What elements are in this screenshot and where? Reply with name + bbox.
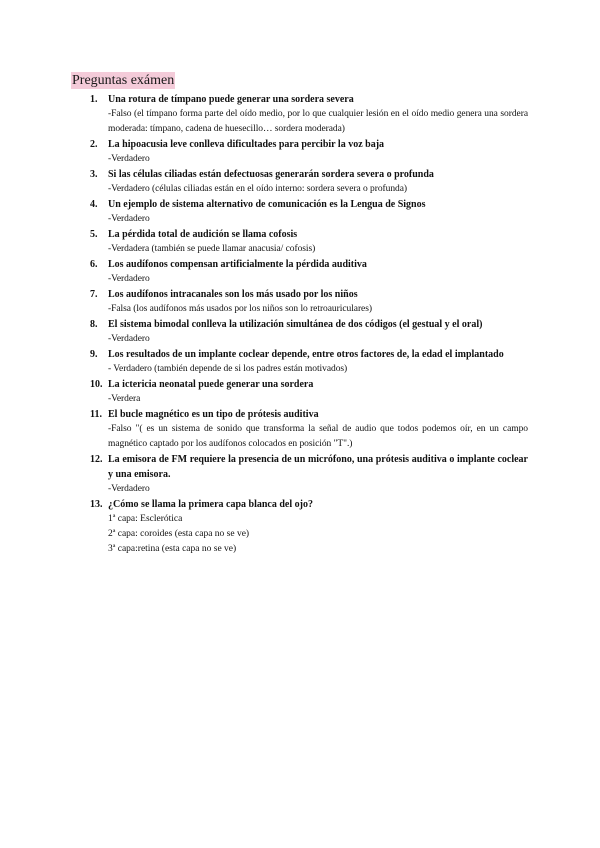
question-item <box>90 257 528 287</box>
question-item <box>90 92 528 137</box>
question-item <box>90 452 528 497</box>
question-item <box>90 497 528 557</box>
question-item <box>90 317 528 347</box>
question-sub-answer: 1ª capa: Esclerótica <box>108 514 183 524</box>
question-sub-answer: 3ª capa:retina (esta capa no se ve) <box>108 544 237 554</box>
question-list <box>90 92 528 557</box>
question-text: Una rotura de tímpano puede generar una sordera severa <box>108 94 354 105</box>
question-text: La ictericia neonatal puede generar una sordera <box>108 379 314 390</box>
question-number: 1. <box>90 94 98 105</box>
question-answer: -Falsa (los audífonos más usados por los niños son lo retroauriculares) <box>108 304 372 314</box>
question-sub-answer: 2ª capa: coroides (esta capa no se ve) <box>108 529 250 539</box>
question-number: 5. <box>90 229 98 240</box>
question-text: ¿Cómo se llama la primera capa blanca del ojo? <box>108 499 313 510</box>
question-text: El sistema bimodal conlleva la utilización simultánea de dos códigos (el gestual y el oral) <box>108 319 483 330</box>
question-text: Un ejemplo de sistema alternativo de comunicación es la Lengua de Signos <box>108 199 426 210</box>
question-text: Los resultados de un implante coclear depende, entre otros factores de, la edad el implantado <box>108 349 504 360</box>
question-number: 2. <box>90 139 98 150</box>
question-item <box>90 407 528 452</box>
question-answer: -Falso (el tímpano forma parte del oído medio, por lo que cualquier lesión en el oído medio genera una sordera moderada: tímpano, cadena de huesecillo… sordera moderada) <box>108 109 528 134</box>
question-number: 4. <box>90 199 98 210</box>
question-answer: -Verdadero (células ciliadas están en el oído interno: sordera severa o profunda) <box>108 184 408 194</box>
question-answer: -Falso "( es un sistema de sonido que transforma la señal de audio que todos podemos oír, en un campo magnético captado por los audífonos colocados en posición "T".) <box>108 424 528 449</box>
question-number: 12. <box>90 454 103 465</box>
question-answer: -Verdadera (también se puede llamar anacusia/ cofosis) <box>108 244 316 254</box>
question-number: 7. <box>90 289 98 300</box>
question-number: 11. <box>90 409 102 420</box>
question-answer: -Verdadero <box>108 274 150 284</box>
question-number: 13. <box>90 499 103 510</box>
question-item <box>90 227 528 257</box>
question-text: La hipoacusia leve conlleva dificultades para percibir la voz baja <box>108 139 385 150</box>
question-number: 3. <box>90 169 98 180</box>
question-answer: -Verdadero <box>108 334 150 344</box>
question-answer: -Verdadero <box>108 214 150 224</box>
question-text: La pérdida total de audición se llama cofosis <box>108 229 298 240</box>
question-text: Los audífonos compensan artificialmente la pérdida auditiva <box>108 259 367 270</box>
question-item <box>90 137 528 167</box>
question-number: 10. <box>90 379 103 390</box>
question-answer: - Verdadero (también depende de si los padres están motivados) <box>108 364 348 374</box>
question-text: El bucle magnético es un tipo de prótesis auditiva <box>108 409 319 420</box>
question-number: 9. <box>90 349 98 360</box>
question-number: 6. <box>90 259 98 270</box>
question-item <box>90 347 528 377</box>
question-answer: -Verdadero <box>108 484 150 494</box>
question-item <box>90 167 528 197</box>
document-title: Preguntas exámen <box>72 73 175 88</box>
question-item <box>90 287 528 317</box>
question-number: 8. <box>90 319 98 330</box>
question-answer: -Verdera <box>108 394 141 404</box>
question-text: Los audífonos intracanales son los más usado por los niños <box>108 289 358 300</box>
question-item <box>90 377 528 407</box>
question-text: La emisora de FM requiere la presencia de un micrófono, una prótesis auditiva o implante coclear y una emisora. <box>108 454 528 480</box>
question-item <box>90 197 528 227</box>
question-text: Si las células ciliadas están defectuosas generarán sordera severa o profunda <box>108 169 434 180</box>
question-answer: -Verdadero <box>108 154 150 164</box>
